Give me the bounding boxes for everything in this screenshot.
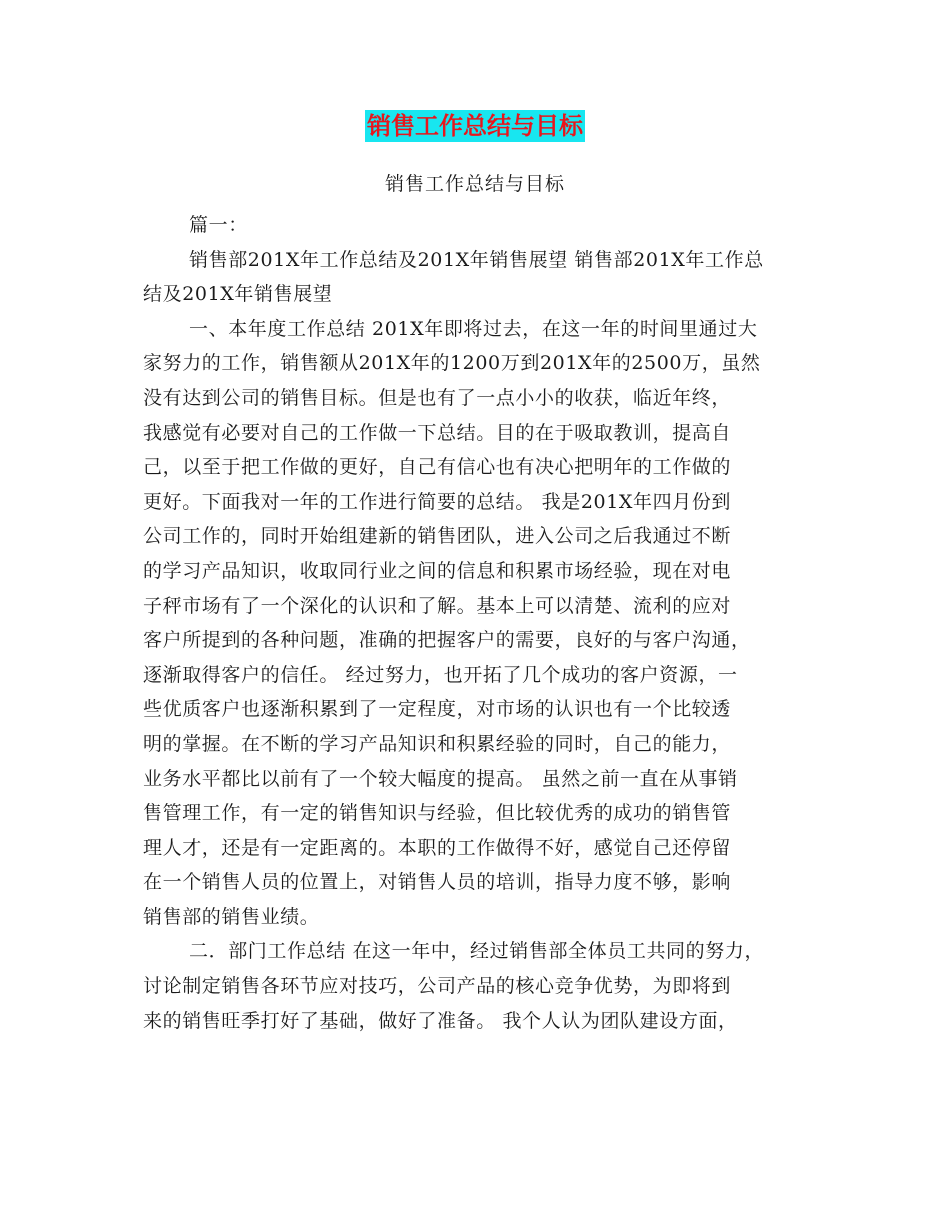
text-line: 没有达到公司的销售目标。但是也有了一点小小的收获，临近年终， <box>143 386 732 409</box>
text-line: 理人才，还是有一定距离的。本职的工作做得不好，感觉自己还停留 <box>143 836 732 859</box>
text-line: 我感觉有必要对自己的工作做一下总结。目的在于吸取教训，提高自 <box>143 421 732 444</box>
text-line: 讨论制定销售各环节应对技巧，公司产品的核心竞争优势，为即将到 <box>143 975 732 998</box>
text-line: 的学习产品知识，收取同行业之间的信息和积累市场经验，现在对电 <box>143 559 732 582</box>
text-line: 在一个销售人员的位置上，对销售人员的培训，指导力度不够，影响 <box>143 871 732 894</box>
heading-container <box>0 110 950 142</box>
text-line: 客户所提到的各种问题，准确的把握客户的需要，良好的与客户沟通， <box>143 629 751 652</box>
document-body <box>143 208 823 1038</box>
text-line: 更好。下面我对一年的工作进行简要的总结。 我是201X年四月份到 <box>143 490 732 513</box>
text-line: 一、本年度工作总结 201X年即将过去，在这一年的时间里通过大 <box>189 317 758 340</box>
document-subtitle: 销售工作总结与目标 <box>384 173 565 195</box>
document-heading: 销售工作总结与目标 <box>367 112 583 140</box>
text-line: 子秤市场有了一个深化的认识和了解。基本上可以清楚、流利的应对 <box>143 594 732 617</box>
text-line: 家努力的工作，销售额从201X年的1200万到201X年的2500万，虽然 <box>143 352 761 375</box>
text-line: 二．部门工作总结 在这一年中，经过销售部全体员工共同的努力， <box>189 940 765 963</box>
text-line: 来的销售旺季打好了基础，做好了准备。 我个人认为团队建设方面， <box>143 1009 738 1032</box>
text-line: 业务水平都比以前有了一个较大幅度的提高。 虽然之前一直在从事销 <box>143 767 738 790</box>
text-line: 公司工作的，同时开始组建新的销售团队，进入公司之后我通过不断 <box>143 525 732 548</box>
text-line: 己，以至于把工作做的更好，自己有信心也有决心把明年的工作做的 <box>143 456 732 479</box>
text-line: 销售部201X年工作总结及201X年销售展望 销售部201X年工作总 <box>189 248 764 271</box>
text-line: 明的掌握。在不断的学习产品知识和积累经验的同时，自己的能力， <box>143 732 732 755</box>
text-line: 些优质客户也逐渐积累到了一定程度，对市场的认识也有一个比较透 <box>143 698 732 721</box>
text-line: 篇一： <box>189 214 248 236</box>
text-line: 销售部的销售业绩。 <box>143 905 320 928</box>
text-line: 结及201X年销售展望 <box>143 283 333 306</box>
text-line: 逐渐取得客户的信任。 经过努力，也开拓了几个成功的客户资源，一 <box>143 663 738 686</box>
text-line: 售管理工作，有一定的销售知识与经验，但比较优秀的成功的销售管 <box>143 802 732 825</box>
